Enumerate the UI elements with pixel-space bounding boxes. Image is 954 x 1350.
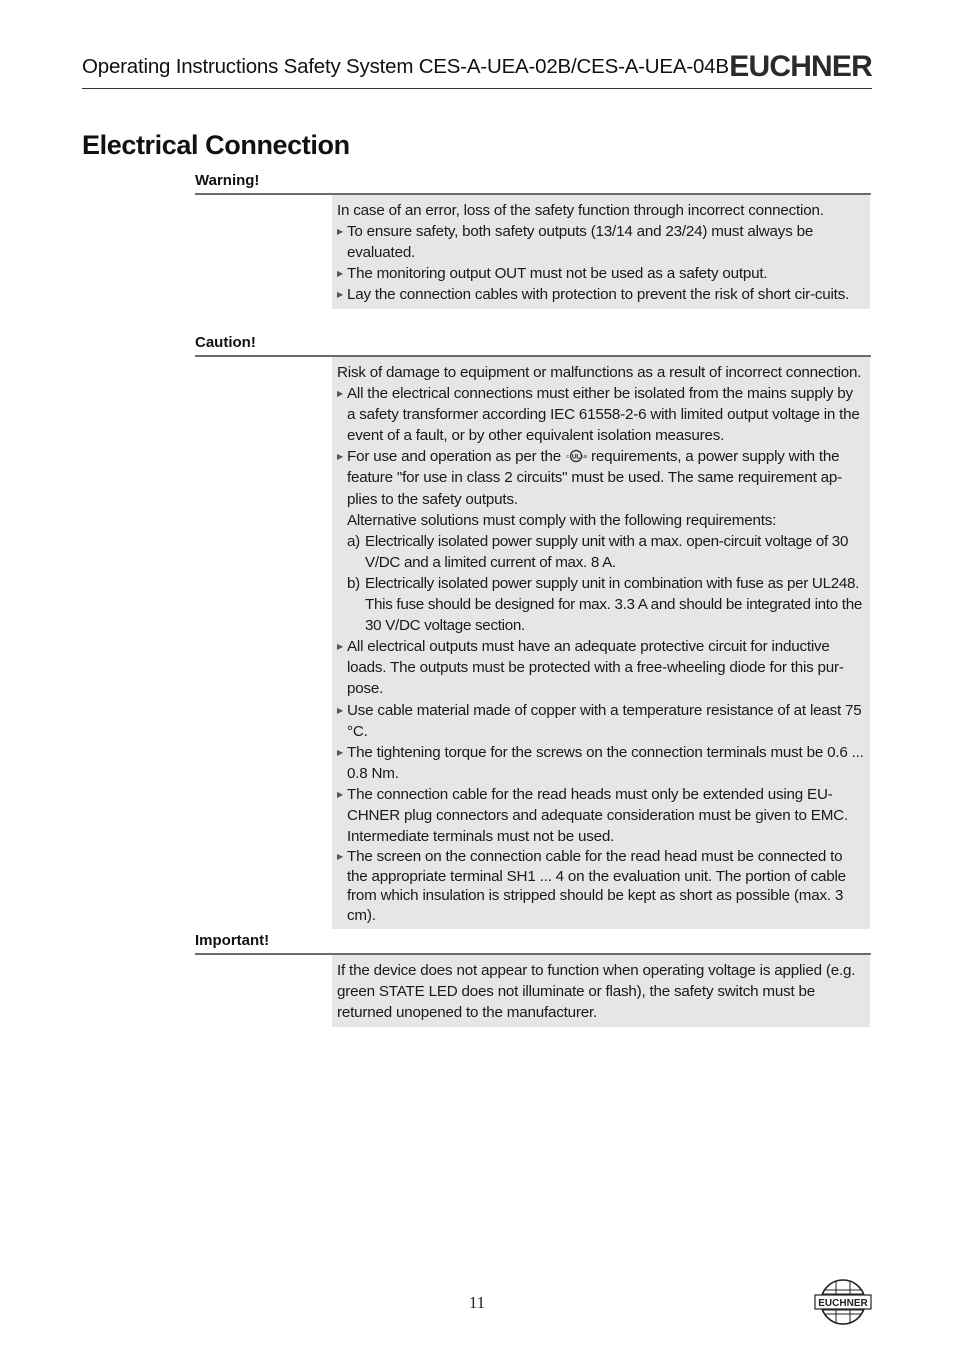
list-item: ▶ All electrical outputs must have an adequate protective circuit for inductive loads. The outputs must be protected with a free-wheeling diode for this pur-pose. — [337, 638, 844, 698]
svg-text:us: us — [582, 454, 587, 461]
list-item: ▶ Lay the connection cables with protection to prevent the risk of short cir-cuits. — [332, 284, 870, 305]
bullet-arrow-icon: ▶ — [337, 642, 343, 652]
svg-text:c: c — [566, 454, 569, 461]
caution-block — [195, 333, 871, 929]
caution-box — [332, 357, 870, 929]
bullet-arrow-icon: ▶ — [337, 452, 343, 462]
warning-label: Warning! — [195, 172, 260, 189]
bullet-arrow-icon: ▶ — [337, 227, 343, 237]
euchner-seal-logo — [814, 1278, 872, 1326]
bullet-arrow-icon: ▶ — [337, 747, 343, 757]
section-title: Electrical Connection — [82, 130, 350, 160]
important-block — [195, 931, 871, 1027]
sub-item-a: a) Electrically isolated power supply unit with a max. open-circuit voltage of 30 V/DC and a limited current of max. 8 A. — [347, 532, 849, 571]
warning-block — [195, 171, 871, 309]
important-label: Important! — [195, 932, 270, 949]
bullet-arrow-icon: ▶ — [337, 290, 343, 300]
bullet-arrow-icon: ▶ — [337, 852, 343, 862]
list-item: ▶ The monitoring output OUT must not be used as a safety output. — [332, 263, 870, 284]
list-item: ▶ All the electrical connections must either be isolated from the mains supply by a safety transformer according IEC 61558-2-6 with limited output voltage in the event of a fault, or by other equivalent isolation measures. — [337, 385, 860, 445]
document-title: Operating Instructions Safety System CES-A-UEA-02B/CES-A-UEA-04B — [82, 55, 729, 78]
sub-item-b: b) Electrically isolated power supply unit in combination with fuse as per UL248. This fuse should be designed for max. 3.3 A and should be integrated into the 30 V/DC voltage section. — [347, 574, 863, 635]
warning-box — [332, 195, 870, 309]
page-header — [82, 52, 872, 89]
important-text: If the device does not appear to function when operating voltage is applied (e.g. green STATE LED does not illuminate or flash), the safety switch must be returned unopened to the manufacturer. — [337, 962, 856, 1022]
list-item: ▶ For use and operation as per the UL c us requirements, a power supply with the feature "for use in class 2 circuits" must be used. The same requirement ap-plies to the safety outputs. — [337, 448, 843, 508]
list-item: ▶ The screen on the connection cable for the read head must be connected to the appropriate terminal SH1 ... 4 on the evaluation unit. The portion of cable from which insulation is stripped should be kept as short as possible (max. 3 cm). — [337, 848, 846, 924]
svg-text:UL: UL — [571, 453, 581, 461]
list-item: ▶ The connection cable for the read heads must only be extended using EU-CHNER plug connectors and adequate consideration must be given to EMC. Intermediate terminals must not be used. — [337, 785, 848, 846]
alt-intro: Alternative solutions must comply with the following requirements: — [347, 511, 777, 529]
bullet-arrow-icon: ▶ — [337, 389, 343, 399]
page-number: 11 — [468, 1293, 486, 1312]
important-box — [332, 955, 870, 1027]
list-item: ▶ Use cable material made of copper with a temperature resistance of at least 75 °C. — [337, 701, 862, 740]
brand-logo: EUCHNER — [729, 50, 872, 83]
list-item: ▶ To ensure safety, both safety outputs (13/14 and 23/24) must always be evaluated. — [337, 223, 814, 262]
bullet-arrow-icon: ▶ — [337, 269, 343, 279]
list-item: ▶ The tightening torque for the screws on the connection terminals must be 0.6 ... 0.8 Nm. — [337, 743, 864, 782]
warning-lead: In case of an error, loss of the safety function through incorrect connection. — [337, 202, 824, 219]
svg-text:EUCHNER: EUCHNER — [818, 1298, 868, 1309]
ul-certification-icon — [565, 449, 587, 463]
caution-label: Caution! — [195, 334, 256, 351]
caution-lead: Risk of damage to equipment or malfunctions as a result of incorrect connection. — [337, 364, 862, 381]
bullet-arrow-icon: ▶ — [337, 789, 343, 799]
bullet-arrow-icon: ▶ — [337, 705, 343, 715]
